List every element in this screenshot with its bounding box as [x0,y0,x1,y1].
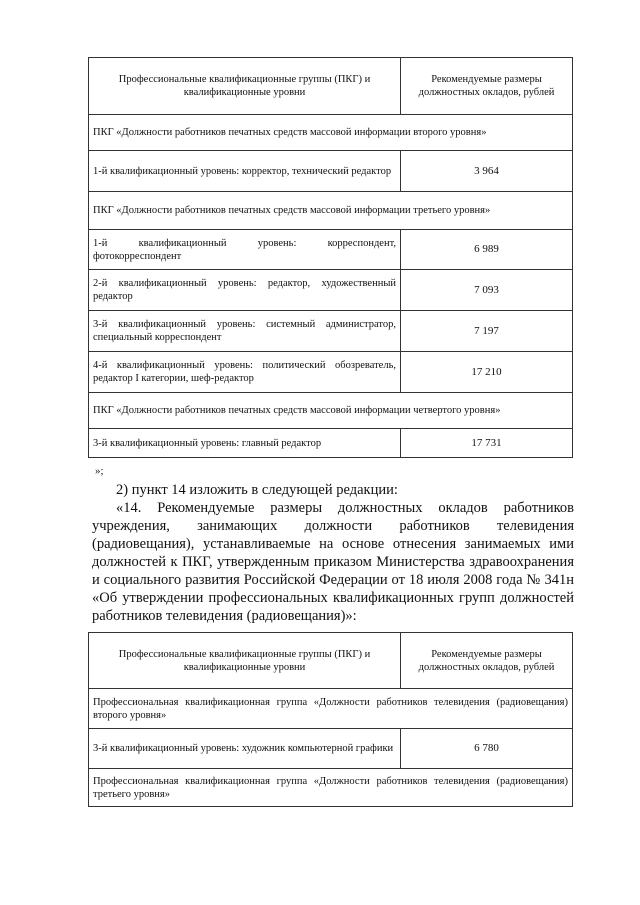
amendment-paragraph: 2) пункт 14 изложить в следующей редакции: [116,482,398,498]
table-row [89,230,573,270]
level-cell: 3-й квалификационный уровень: системный администратор, специальный корреспондент [89,311,401,352]
group-title: ПКГ «Должности работников печатных средств массовой информации третьего уровня» [89,192,573,230]
salary-cell: 17 210 [401,352,573,393]
header-groups-column: Профессиональные квалификационные группы (ПКГ) и квалификационные уровни [89,58,401,115]
group-row [89,689,573,729]
salary-cell: 7 197 [401,311,573,352]
level-cell: 1-й квалификационный уровень: корректор, технический редактор [89,151,401,192]
header-groups-column: Профессиональные квалификационные группы (ПКГ) и квалификационные уровни [89,633,401,689]
salary-table-print-media [88,57,573,458]
closing-quote-mark: »; [95,465,104,477]
group-title: Профессиональная квалификационная группа «Должности работников телевидения (радиовещания) второго уровня» [89,689,573,729]
level-cell: 4-й квалификационный уровень: политический обозреватель, редактор I категории, шеф-редактор [89,352,401,393]
salary-table-television [88,632,573,807]
table-row [89,270,573,311]
level-cell: 3-й квалификационный уровень: художник компьютерной графики [89,729,401,769]
group-row [89,115,573,151]
group-row [89,393,573,429]
salary-cell: 6 989 [401,230,573,270]
salary-cell: 7 093 [401,270,573,311]
header-salary-column: Рекомендуемые размеры должностных окладов, рублей [401,633,573,689]
salary-cell: 3 964 [401,151,573,192]
level-cell: 1-й квалификационный уровень: корреспондент, фотокорреспондент [89,230,401,270]
group-title: ПКГ «Должности работников печатных средств массовой информации второго уровня» [89,115,573,151]
salary-cell: 6 780 [401,729,573,769]
table-row [89,311,573,352]
table-row [89,352,573,393]
header-salary-column: Рекомендуемые размеры должностных окладов, рублей [401,58,573,115]
group-title: ПКГ «Должности работников печатных средств массовой информации четвертого уровня» [89,393,573,429]
amendment-text: «14. Рекомендуемые размеры должностных окладов работников учреждения, занимающих должности работников телевидения (радиовещания), устанавливаемые на основе отнесения занимаемых ими должностей к ПКГ, утвержденным приказом Министерства здравоохранения и социального развития Российской Федерации от 18 июля 2008 года № 341н «Об утверждении профессиональных квалификационных групп должностей работников телевидения (радиовещания)»: [92,500,574,624]
table-row [89,729,573,769]
level-cell: 3-й квалификационный уровень: главный редактор [89,429,401,458]
level-cell: 2-й квалификационный уровень: редактор, художественный редактор [89,270,401,311]
group-title: Профессиональная квалификационная группа «Должности работников телевидения (радиовещания) третьего уровня» [89,769,573,807]
salary-cell: 17 731 [401,429,573,458]
table-header-row [89,633,573,689]
group-row [89,769,573,807]
table-row [89,151,573,192]
group-row [89,192,573,230]
table-row [89,429,573,458]
table-header-row [89,58,573,115]
